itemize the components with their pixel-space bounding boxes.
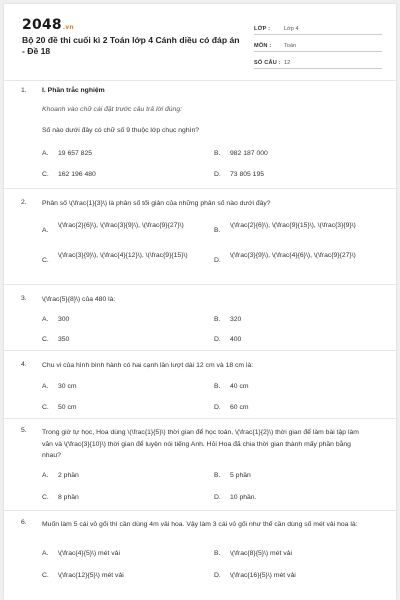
option-text: 73 805 195 bbox=[230, 171, 265, 178]
option-label: B. bbox=[214, 550, 221, 557]
option-text: 400 bbox=[230, 336, 242, 343]
option-c[interactable] bbox=[42, 571, 198, 581]
question-number: 2. bbox=[21, 199, 27, 206]
option-text: \(\frac{16}{5}\) mét vải bbox=[230, 572, 296, 579]
option-text: \(\frac{2}{6}\), \(\frac{3}{9}\), \(\frac{9}{27}\) bbox=[58, 222, 184, 229]
question-number: 4. bbox=[21, 361, 27, 368]
option-label: A. bbox=[42, 472, 49, 479]
option-label: C. bbox=[42, 572, 49, 579]
option-b[interactable] bbox=[214, 149, 370, 159]
question-5 bbox=[4, 418, 396, 510]
option-label: C. bbox=[42, 257, 49, 264]
meta-value: Lớp 4 bbox=[284, 26, 299, 32]
document-header bbox=[4, 4, 396, 78]
meta-key: SỐ CÂU : bbox=[254, 60, 281, 66]
option-d[interactable] bbox=[214, 170, 370, 180]
option-text: \(\frac{4}{5}\) mét vải bbox=[58, 550, 120, 557]
option-a[interactable] bbox=[42, 549, 198, 559]
option-c[interactable] bbox=[42, 170, 198, 180]
option-text: 300 bbox=[58, 316, 70, 323]
option-b[interactable] bbox=[214, 471, 370, 481]
option-a[interactable] bbox=[42, 471, 198, 481]
question-text: Chu vi của hình bình hành có hai cạnh lần lượt dài 12 cm và 18 cm là: bbox=[42, 362, 254, 369]
option-label: C. bbox=[42, 494, 49, 501]
meta-row-class bbox=[254, 18, 382, 35]
option-b[interactable] bbox=[214, 221, 370, 236]
option-label: D. bbox=[214, 336, 221, 343]
option-a[interactable] bbox=[42, 315, 198, 325]
option-label: D. bbox=[214, 171, 221, 178]
question-number: 5. bbox=[21, 427, 27, 434]
logo-text: 2048 bbox=[22, 17, 62, 33]
option-c[interactable] bbox=[42, 403, 198, 413]
option-text: \(\frac{12}{5}\) mét vải bbox=[58, 572, 124, 579]
option-label: B. bbox=[214, 150, 221, 157]
option-label: A. bbox=[42, 316, 49, 323]
option-d[interactable] bbox=[214, 251, 370, 266]
option-label: C. bbox=[42, 336, 49, 343]
logo-suffix: .vn bbox=[62, 24, 74, 31]
option-b[interactable] bbox=[214, 549, 370, 559]
document-title: Bộ 20 đề thi cuối kì 2 Toán lớp 4 Cánh diều có đáp án - Đề 18 bbox=[22, 35, 240, 56]
meta-key: MÔN : bbox=[254, 43, 272, 49]
option-label: D. bbox=[214, 404, 221, 411]
instruction-text: Khoanh vào chữ cái đặt trước câu trả lời đúng: bbox=[42, 106, 183, 113]
option-text: 40 cm bbox=[230, 383, 249, 390]
question-4 bbox=[4, 350, 396, 418]
option-text: \(\frac{2}{6}\), \(\frac{9}{15}\), \(\frac{3}{9}\) bbox=[230, 222, 356, 229]
option-text: 2 phần bbox=[58, 472, 79, 479]
option-label: A. bbox=[42, 383, 49, 390]
meta-value: Toán bbox=[284, 43, 297, 49]
option-label: B. bbox=[214, 472, 221, 479]
option-d[interactable] bbox=[214, 571, 370, 581]
option-label: A. bbox=[42, 550, 49, 557]
option-text: 8 phần bbox=[58, 494, 79, 501]
option-text: \(\frac{8}{5}\) mét vải bbox=[230, 550, 292, 557]
option-c[interactable] bbox=[42, 335, 198, 345]
option-a[interactable] bbox=[42, 221, 198, 236]
option-text: \(\frac{3}{9}\), \(\frac{4}{6}\), \(\frac{9}{27}\) bbox=[230, 252, 356, 259]
question-2 bbox=[4, 188, 396, 284]
option-text: 5 phần bbox=[230, 472, 251, 479]
site-logo[interactable] bbox=[22, 17, 74, 33]
option-text: 350 bbox=[58, 336, 70, 343]
option-a[interactable] bbox=[42, 149, 198, 159]
option-d[interactable] bbox=[214, 403, 370, 413]
option-a[interactable] bbox=[42, 382, 198, 392]
option-text: 982 187 000 bbox=[230, 150, 268, 157]
option-label: C. bbox=[42, 404, 49, 411]
option-text: 10 phần. bbox=[230, 494, 257, 501]
question-list bbox=[4, 80, 396, 600]
meta-info bbox=[254, 18, 382, 69]
option-text: 30 cm bbox=[58, 383, 77, 390]
question-number: 1. bbox=[21, 87, 27, 94]
option-label: D. bbox=[214, 257, 221, 264]
section-title: I. Phần trắc nghiệm bbox=[42, 87, 105, 94]
option-c[interactable] bbox=[42, 493, 198, 503]
option-text: 60 cm bbox=[230, 404, 249, 411]
question-text: Số nào dưới đây có chữ số 9 thuộc lớp chục nghìn? bbox=[42, 127, 200, 134]
question-text: \(\frac{5}{8}\) của 480 là: bbox=[42, 296, 116, 303]
option-c[interactable] bbox=[42, 251, 198, 266]
question-1 bbox=[4, 80, 396, 188]
option-label: D. bbox=[214, 572, 221, 579]
option-label: D. bbox=[214, 494, 221, 501]
option-text: 320 bbox=[230, 316, 242, 323]
question-text: Phân số \(\frac{1}{3}\) là phân số tối giản của những phân số nào dưới đây? bbox=[42, 200, 271, 207]
option-b[interactable] bbox=[214, 315, 370, 325]
option-text: \(\frac{3}{9}\), \(\frac{4}{12}\), \(\frac{9}{15}\) bbox=[58, 252, 188, 259]
option-label: B. bbox=[214, 316, 221, 323]
question-number: 6. bbox=[21, 519, 27, 526]
option-d[interactable] bbox=[214, 335, 370, 345]
question-3 bbox=[4, 284, 396, 350]
option-label: C. bbox=[42, 171, 49, 178]
meta-row-count bbox=[254, 52, 382, 69]
question-6 bbox=[4, 510, 396, 600]
meta-row-subject bbox=[254, 35, 382, 52]
meta-key: LỚP : bbox=[254, 26, 271, 32]
question-number: 3. bbox=[21, 295, 27, 302]
option-text: 50 cm bbox=[58, 404, 77, 411]
question-text: Muốn làm 5 cái vỏ gối thì cần dùng 4m vải hoa. Vậy làm 3 cái vỏ gối như thế cần dùng số mét vải hoa là: bbox=[42, 521, 358, 528]
option-label: A. bbox=[42, 227, 49, 234]
option-label: A. bbox=[42, 150, 49, 157]
meta-value: 12 bbox=[284, 60, 291, 66]
question-text: Trong giờ tự học, Hoa dùng \(\frac{1}{5}\) thời gian để học toán, \(\frac{1}{2}\) thời gian để làm bài tập làm văn và \(\frac{3}{10}\) thời gian để luyện nói tiếng Anh. Hỏi Hoa đã chia thời gian thành mấy phần bằng nhau? bbox=[42, 429, 359, 459]
option-text: 19 657 825 bbox=[58, 150, 93, 157]
option-text: 162 196 480 bbox=[58, 171, 96, 178]
document-page bbox=[4, 4, 396, 600]
option-b[interactable] bbox=[214, 382, 370, 392]
option-label: B. bbox=[214, 227, 221, 234]
option-d[interactable] bbox=[214, 493, 370, 503]
option-label: B. bbox=[214, 383, 221, 390]
